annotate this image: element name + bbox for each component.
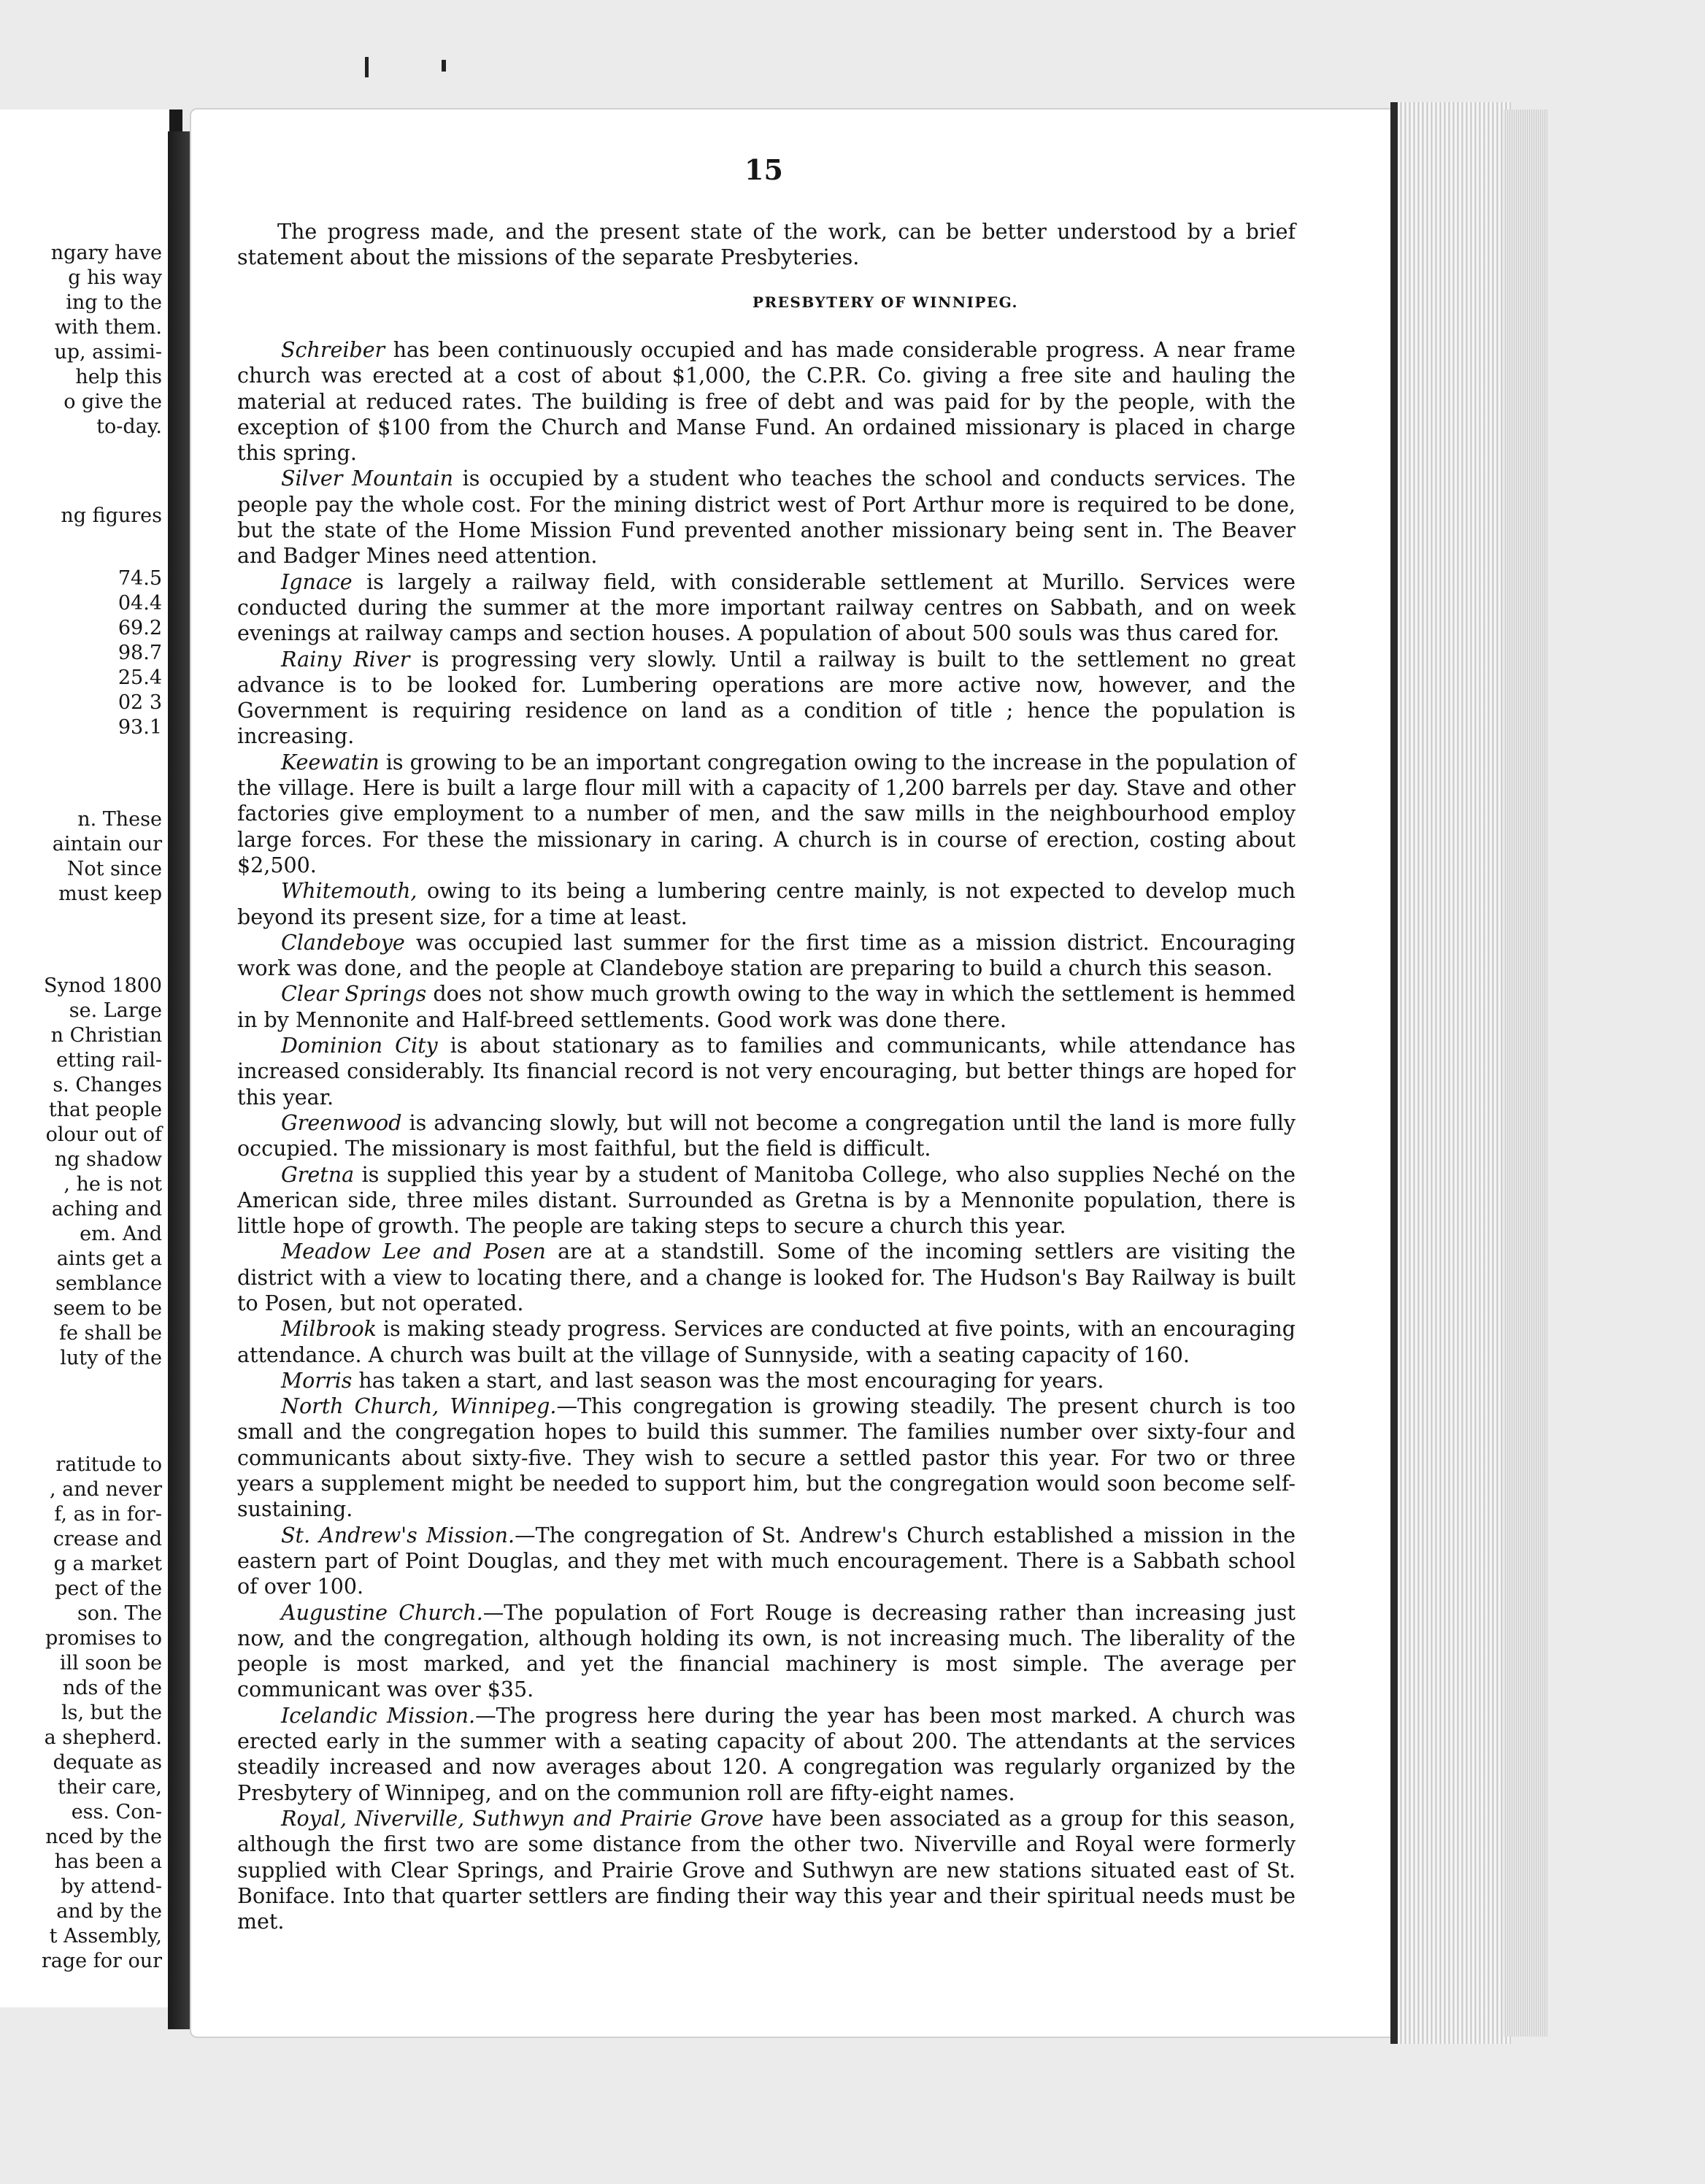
left-page-fragment: help this <box>75 366 162 388</box>
mission-entry <box>237 647 1296 750</box>
left-page-fragment: seem to be <box>53 1297 162 1320</box>
left-page-fragment: has been a <box>54 1850 162 1873</box>
mission-name: Silver Mountain <box>281 466 453 491</box>
left-page-fragment: , and never <box>49 1478 162 1501</box>
mission-text: —The population of Fort Rouge is decreasing rather than increasing just now, and the congregation, although holding its own, is not increasing much. The liberality of the people is most marked, and yet the financial machinery is most simple. The average per communicant was over $35. <box>237 1600 1296 1702</box>
left-page-fragment: ng figures <box>61 504 162 527</box>
intro-paragraph: The progress made, and the present state of the work, can be better understood by a brief statement about the missions of the separate Presbyteries. <box>237 220 1296 269</box>
left-page-fragment: ill soon be <box>59 1652 162 1674</box>
mission-text: owing to its being a lumbering centre mainly, is not expected to develop much beyond its present size, for a time at least. <box>237 879 1296 929</box>
left-page-fragment: 93.1 <box>118 716 162 739</box>
mission-entry <box>237 1110 1296 1162</box>
left-page-fragment: em. And <box>80 1223 162 1245</box>
entries-list <box>237 337 1296 1934</box>
left-page-fragment: 25.4 <box>118 666 162 689</box>
left-page-fragment: , he is not <box>63 1173 162 1196</box>
mission-entry <box>237 569 1296 647</box>
left-page-fragment: nced by the <box>45 1826 162 1848</box>
mission-entry <box>237 981 1296 1033</box>
left-page-fragment: ls, but the <box>61 1702 162 1724</box>
left-page-fragment: 74.5 <box>118 567 162 590</box>
left-page-fragment: 04.4 <box>118 592 162 615</box>
left-page-fragment: pect of the <box>55 1577 162 1600</box>
left-page-fragment: o give the <box>63 391 162 413</box>
left-page-fragment: nds of the <box>62 1677 162 1699</box>
left-page-fragment: must keep <box>58 883 162 905</box>
left-page-fragment: ess. Con- <box>71 1801 162 1823</box>
left-page-fragment: promises to <box>45 1627 162 1650</box>
mission-entry <box>237 1393 1296 1522</box>
mission-name: Schreiber <box>281 338 385 362</box>
mission-name: Icelandic Mission. <box>281 1703 476 1728</box>
mission-name: Ignace <box>281 569 353 594</box>
mission-name: Clear Springs <box>281 982 427 1007</box>
left-page-fragment: aching and <box>51 1198 162 1220</box>
left-page-fragment: n Christian <box>50 1024 162 1047</box>
left-page-fragment: s. Changes <box>53 1074 162 1096</box>
left-page-fragment: with them. <box>55 316 162 339</box>
left-page-fragment: ng shadow <box>54 1148 162 1171</box>
mission-name: North Church, Winnipeg. <box>281 1394 557 1419</box>
mission-text: is largely a railway field, with considerable settlement at Murillo. Services were conducted during the summer at the more important railway centres on Sabbath, and on week evenings at railway camps and section houses. A population of about 500 souls was thus cared for. <box>237 569 1296 646</box>
page-edges <box>1390 102 1511 2044</box>
left-page-fragment: se. Large <box>69 999 162 1022</box>
mission-name: Milbrook <box>281 1317 377 1342</box>
left-page-fragment: and by the <box>56 1900 162 1923</box>
mission-text: —The progress here during the year has been most marked. A church was erected early in the summer with a seating capacity of about 200. The attendants at the services steadily increased and now averages about 120. A congregation was regularly organized by the Presbytery of Winnipeg, and on the communion roll are fifty-eight names. <box>237 1703 1296 1805</box>
mission-text: —This congregation is growing steadily. The present church is too small and the congregation hopes to build this summer. The families number over sixty-four and communicants about sixty-five. They wish to secure a settled pastor this year. For two or three years a supplement might be needed to support him, but the congregation would soon become self-sustaining. <box>237 1394 1296 1522</box>
mission-entry <box>237 1316 1296 1368</box>
left-page-fragment: their care, <box>57 1776 162 1799</box>
left-page-fragment: to-day. <box>96 415 162 438</box>
left-page-fragment: Not since <box>66 858 162 880</box>
mission-name: Whitemouth, <box>281 879 417 904</box>
mission-text: have been associated as a group for this season, although the first two are some distance from the other two. Niverville and Royal were formerly supplied with Clear Springs, and Prairie Grove and Suthwyn are new stations situated east of St. Boniface. Into that quarter settlers are finding their way this year and their spiritual needs must be met. <box>237 1806 1296 1934</box>
mission-entry <box>237 466 1296 569</box>
section-heading: PRESBYTERY OF WINNIPEG. <box>753 293 1018 311</box>
mission-name: Gretna <box>281 1162 355 1187</box>
left-page-fragment: t Assembly, <box>49 1925 162 1947</box>
left-page-fragment: ing to the <box>66 291 162 314</box>
page-number: 15 <box>744 153 783 186</box>
left-page-fragment: aintain our <box>52 833 162 855</box>
mission-text: —The congregation of St. Andrew's Church established a mission in the eastern part of Point Douglas, and they met with much encouragement. There is a Sabbath school of over 100. <box>237 1523 1296 1599</box>
scan-speck <box>365 57 369 77</box>
mission-name: Greenwood <box>281 1110 402 1135</box>
left-page-fragment: a shepherd. <box>44 1726 162 1749</box>
mission-entry <box>237 1703 1296 1806</box>
left-page-fragment: rage for our <box>41 1950 162 1972</box>
mission-entry <box>237 750 1296 878</box>
mission-entry <box>237 1162 1296 1239</box>
left-page-fragment: ratitude to <box>55 1453 162 1476</box>
mission-text: does not show much growth owing to the way in which the settlement is hemmed in by Mennonite and Half-breed settlements. Good work was done there. <box>237 982 1296 1032</box>
left-page-fragment: aints get a <box>56 1247 162 1270</box>
mission-entry <box>237 930 1296 982</box>
left-page-fragment: 02 3 <box>118 691 162 714</box>
left-page-fragment: olour out of <box>45 1123 162 1146</box>
mission-text: is about stationary as to families and communicants, while attendance has increased considerably. Its financial record is not very encouraging, but better things are hoped for this year. <box>237 1034 1296 1110</box>
left-page-fragment: up, assimi- <box>54 341 162 364</box>
left-page-fragment: son. The <box>77 1602 162 1625</box>
mission-text: is progressing very slowly. Until a railway is built to the settlement no great advance is to be looked for. Lumbering operations are more active now, however, and the Government is requiring residence on land as a condition of title ; hence the population is increasing. <box>237 647 1296 749</box>
facing-page <box>0 109 182 2007</box>
mission-text: has been continuously occupied and has made considerable progress. A near frame church was erected at a cost of about $1,000, the C.P.R. Co. giving a free site and hauling the material at reduced rates. The building is free of debt and was paid for by the people, with the exception of $100 from the Church and Manse Fund. An ordained missionary is placed in charge this spring. <box>237 338 1296 466</box>
left-page-fragment: 69.2 <box>118 617 162 639</box>
left-page-fragment: semblance <box>55 1272 162 1295</box>
left-page-fragment: ngary have <box>50 242 162 264</box>
left-page-fragment: etting rail- <box>56 1049 162 1072</box>
mission-name: St. Andrew's Mission. <box>281 1523 515 1547</box>
mission-name: Royal, Niverville, Suthwyn and Prairie Grove <box>281 1806 764 1831</box>
mission-entry <box>237 878 1296 930</box>
left-page-fragment: g his way <box>68 266 162 289</box>
scan-speck <box>442 60 446 72</box>
mission-text: is occupied by a student who teaches the school and conducts services. The people pay the whole cost. For the mining district west of Port Arthur more is required to be done, but the state of the Home Mission Fund prevented another missionary being sent in. The Beaver and Badger Mines need attention. <box>237 466 1296 569</box>
mission-name: Rainy River <box>281 647 410 672</box>
mission-name: Augustine Church. <box>281 1600 483 1625</box>
left-page-fragment: fe shall be <box>58 1322 162 1345</box>
left-page-fragment: by attend- <box>61 1875 162 1898</box>
mission-text: are at a standstill. Some of the incoming settlers are visiting the district with a view to locating there, and a change is looked for. The Hudson's Bay Railway is built to Posen, but not operated. <box>237 1239 1296 1315</box>
mission-entry <box>237 1806 1296 1934</box>
left-page-fragment: luty of the <box>60 1347 162 1369</box>
left-page-fragment: n. These <box>77 808 162 831</box>
left-page-fragment: Synod 1800 <box>44 974 162 997</box>
mission-entry <box>237 337 1296 466</box>
mission-entry <box>237 1033 1296 1110</box>
mission-text: was occupied last summer for the first time as a mission district. Encouraging work was done, and the people at Clandeboye station are preparing to build a church this season. <box>237 930 1296 981</box>
left-page-fragment: f, as in for- <box>54 1503 162 1526</box>
mission-text: is growing to be an important congregation owing to the increase in the population of the village. Here is built a large flour mill with a capacity of 1,200 barrels per day. Stave and other factories give employment to a number of men, and the saw mills in the neighbourhood employ large forces. For these the missionary in caring. A church is in course of erection, costing about $2,500. <box>237 750 1296 877</box>
left-page-fragment: g a market <box>53 1553 162 1575</box>
left-page-fragment: dequate as <box>53 1751 162 1774</box>
mission-name: Keewatin <box>281 750 380 774</box>
mission-entry <box>237 1523 1296 1600</box>
mission-text: is making steady progress. Services are conducted at five points, with an encouraging attendance. A church was built at the village of Sunnyside, with a seating capacity of 160. <box>237 1317 1296 1367</box>
left-page-fragment: 98.7 <box>118 642 162 664</box>
mission-text: is supplied this year by a student of Manitoba College, who also supplies Neché on the American side, three miles distant. Surrounded as Gretna is by a Mennonite population, there is little hope of growth. The people are taking steps to secure a church this year. <box>237 1162 1296 1239</box>
mission-name: Meadow Lee and Posen <box>281 1239 546 1264</box>
mission-name: Morris <box>281 1368 353 1393</box>
page-edges-outer <box>1504 109 1547 2037</box>
mission-name: Clandeboye <box>281 930 405 955</box>
mission-entry <box>237 1368 1296 1393</box>
mission-text: has taken a start, and last season was the most encouraging for years. <box>352 1368 1104 1393</box>
mission-name: Dominion City <box>281 1034 438 1058</box>
left-page-fragment: that people <box>48 1099 162 1121</box>
mission-entry <box>237 1600 1296 1703</box>
mission-text: is advancing slowly, but will not become a congregation until the land is more fully occupied. The missionary is most faithful, but the field is difficult. <box>237 1110 1296 1161</box>
left-page-fragment: crease and <box>53 1528 162 1550</box>
mission-entry <box>237 1239 1296 1316</box>
